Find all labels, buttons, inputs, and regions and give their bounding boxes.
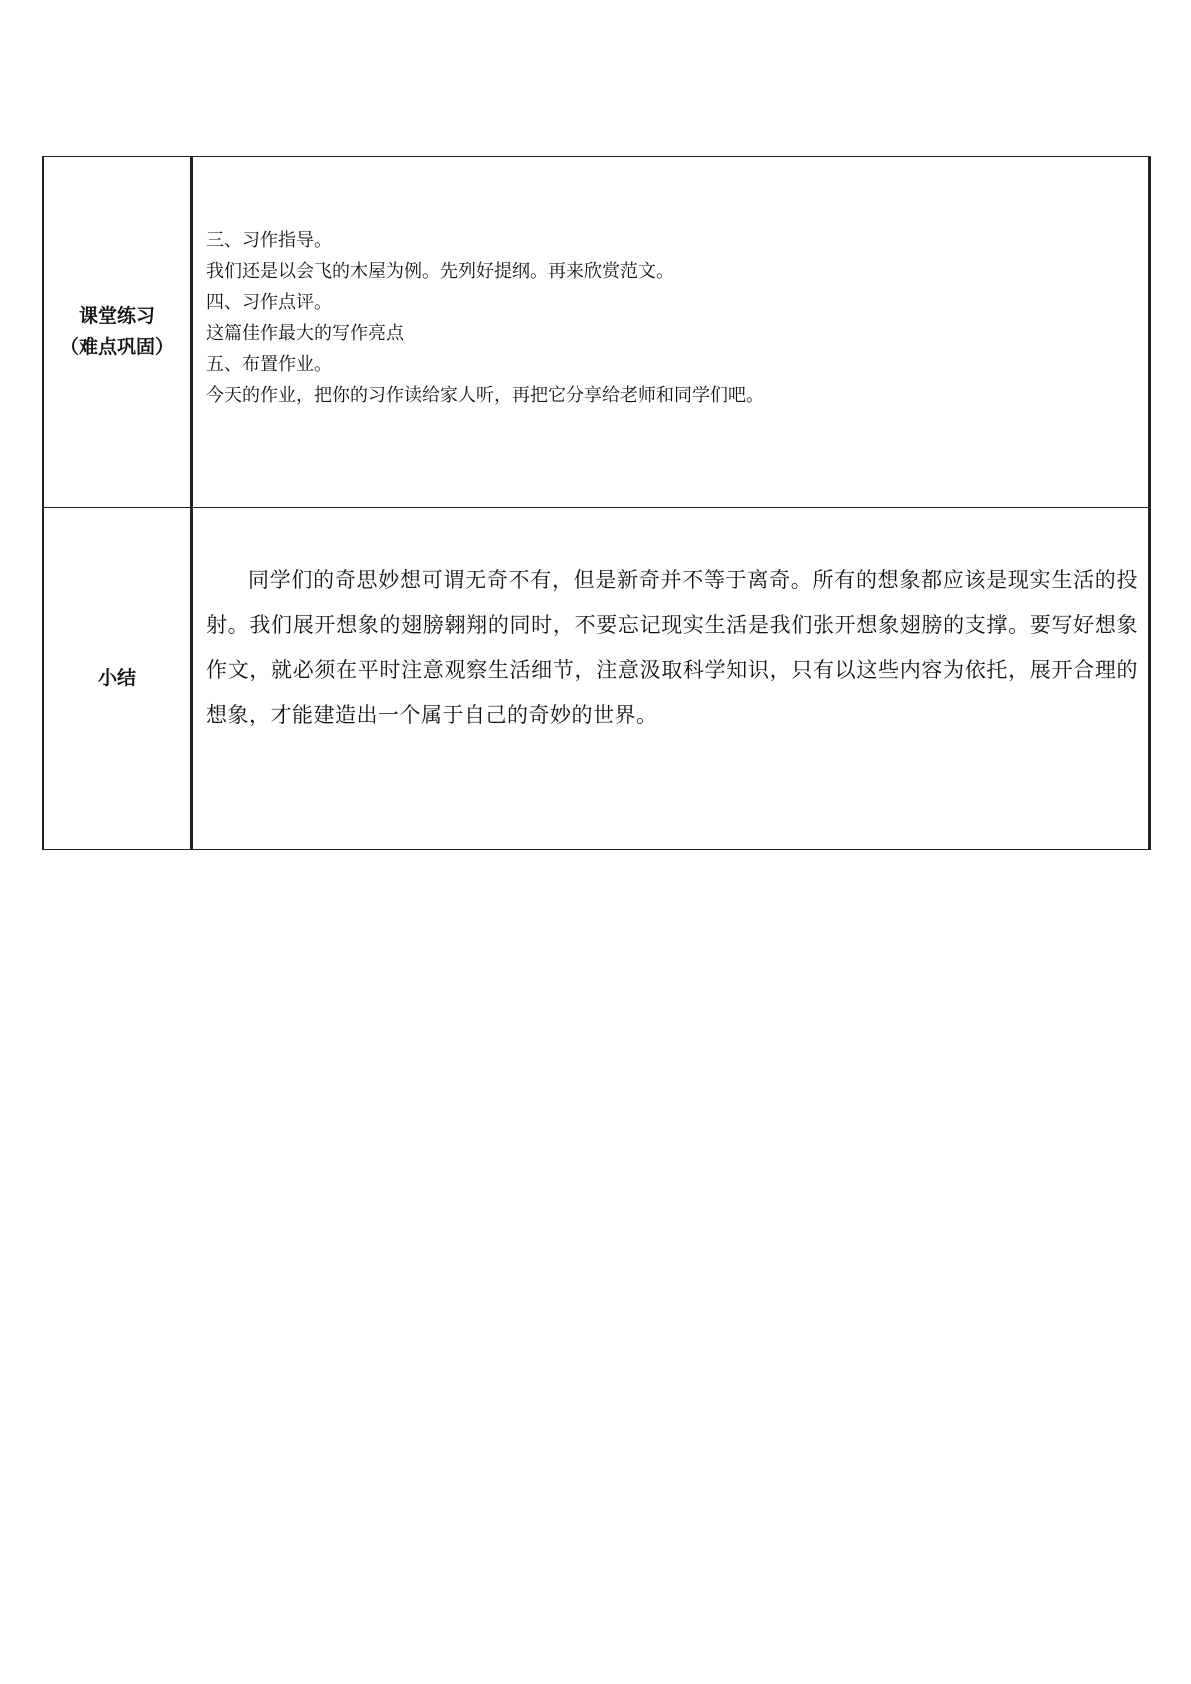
row-label-line: （难点巩固） xyxy=(59,336,174,358)
summary-paragraph: 同学们的奇思妙想可谓无奇不有，但是新奇并不等于离奇。所有的想象都应该是现实生活的投射。我们展开想象的翅膀翱翔的同时，不要忘记现实生活是我们张开想象翅膀的支撑。要写好想象作文，就必须在平时注意观察生活细节，注意汲取科学知识，只有以这些内容为依托，展开合理的想象，才能建造出一个属于自己的奇妙的世界。 xyxy=(206,568,1138,727)
content-line: 今天的作业，把你的习作读给家人听，再把它分享给老师和同学们吧。 xyxy=(206,385,764,406)
content-line: 三、习作指导。 xyxy=(206,230,332,251)
row-label-summary: 小结 xyxy=(43,508,192,850)
content-line: 四、习作点评。 xyxy=(206,292,332,313)
row-label-practice xyxy=(43,157,192,508)
table-row-practice xyxy=(43,157,1150,508)
content-line: 五、布置作业。 xyxy=(206,354,332,375)
table-row-summary xyxy=(43,508,1150,850)
summary-content xyxy=(192,508,1150,850)
content-line: 我们还是以会飞的木屋为例。先列好提纲。再来欣赏范文。 xyxy=(206,261,674,282)
lesson-plan-table xyxy=(42,156,1151,850)
content-line: 这篇佳作最大的写作亮点 xyxy=(206,323,404,344)
row-label-line: 课堂练习 xyxy=(78,305,155,327)
practice-content xyxy=(192,157,1150,508)
